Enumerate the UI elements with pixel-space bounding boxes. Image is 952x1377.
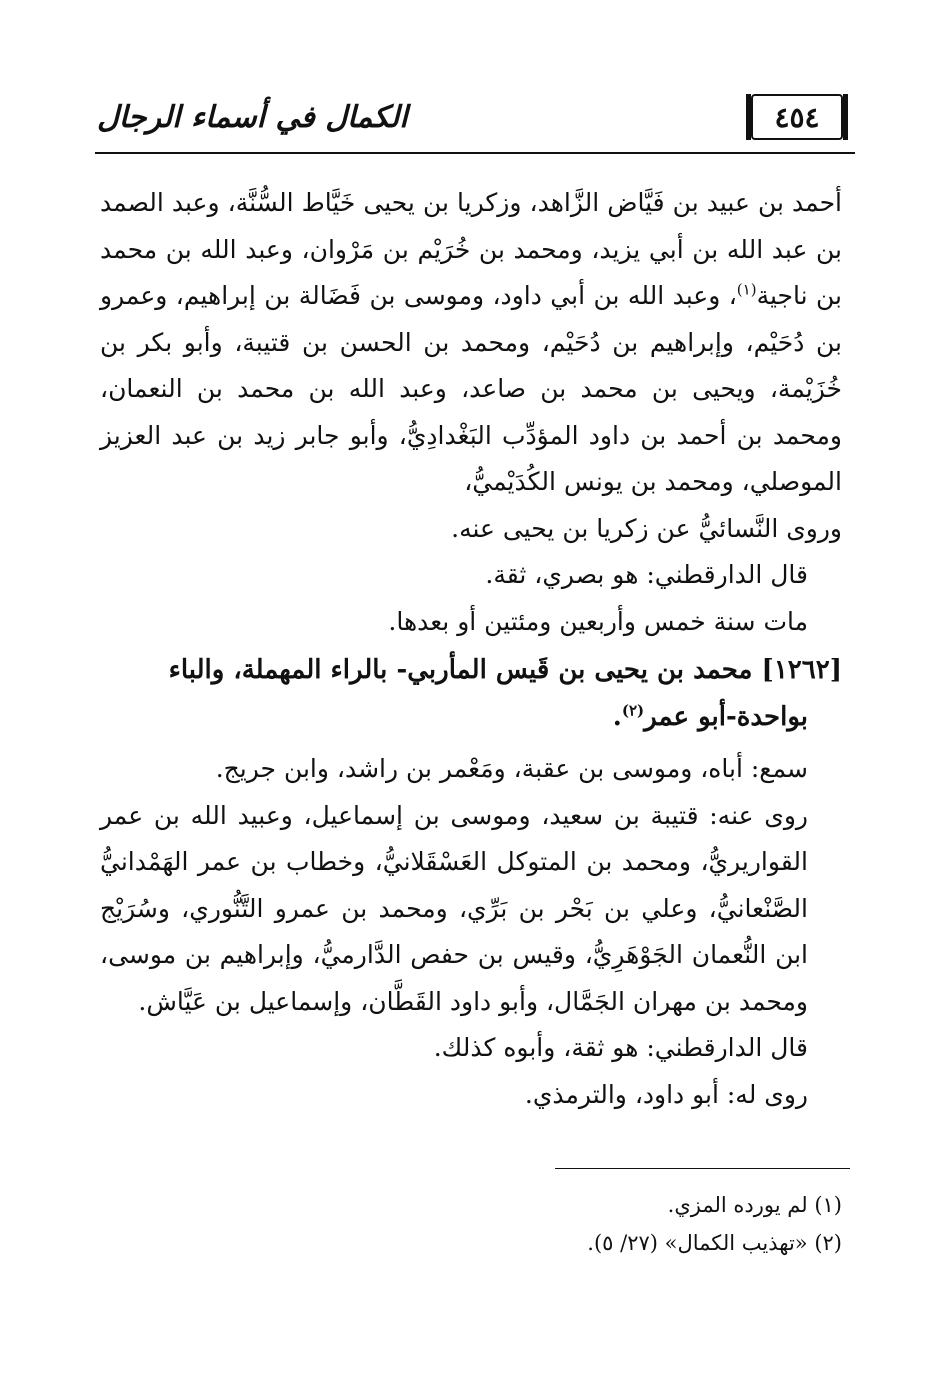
footnote: (١) لم يورده المزي. xyxy=(667,1193,842,1217)
footnote-ref: (٢) xyxy=(621,700,645,719)
entry-heading-end: . xyxy=(612,701,622,732)
paragraph: قال الدارقطني: هو بصري، ثقة. xyxy=(485,560,808,589)
entry-heading-text: بواحدة-أبو عمر xyxy=(644,701,808,732)
entry-heading-line xyxy=(100,694,842,741)
page-number: ٤٥٤ xyxy=(751,94,843,140)
footnote-rule xyxy=(555,1168,850,1169)
main-text xyxy=(100,180,842,1118)
paragraph: روى له: أبو داود، والترمذي. xyxy=(524,1079,808,1109)
paragraph: روى عنه: قتيبة بن سعيد، وموسى بن إسماعيل، وعبيد الله بن عمر القواريريُّ، ومحمد بن المتوكل العَسْقَلانيُّ، وخطاب بن عمر الهَمْدانيُّ الصَّنْعانيُّ، وعلي بن بَحْر بن بَرِّي، ومحمد بن عمرو التَّنُّوري، وسُرَيْج ابن النُّعمان الجَوْهَرِيُّ، وقيس بن حفص الدَّارميُّ، وإبراهيم بن موسى، ومحمد بن مهران الجَمَّال، وأبو داود القَطَّان، وإسماعيل بن عَيَّاش. xyxy=(100,800,808,1016)
header-rule xyxy=(95,152,855,154)
footnote-ref: (١) xyxy=(736,280,757,299)
paragraph xyxy=(100,180,842,506)
paragraph: قال الدارقطني: هو ثقة، وأبوه كذلك. xyxy=(433,1033,808,1062)
paragraph: وروى النَّسائيُّ عن زكريا بن يحيى عنه. xyxy=(451,513,842,543)
paragraph: مات سنة خمس وأربعين ومئتين أو بعدها. xyxy=(388,606,808,636)
entry-heading xyxy=(100,647,842,740)
entry-heading-line: [١٢٦٢] محمد بن يحيى بن قَيس المأربي- بالراء المهملة، والباء xyxy=(168,655,842,685)
page-header xyxy=(95,88,855,154)
paragraph-text: أحمد بن عبيد بن فَيَّاض الزَّاهد، وزكريا بن يحيى خَيَّاط السُّنَّة، وعبد الصمد بن عبد الله بن أبي يزيد، ومحمد بن خُرَيْم بن مَرْوان، وعبد الله بن محمد بن ناجية xyxy=(100,188,842,310)
paragraph: سمع: أباه، وموسى بن عقبة، ومَعْمر بن راشد، وابن جريج. xyxy=(215,754,808,783)
footnotes xyxy=(100,1186,842,1262)
paragraph-text: ، وعبد الله بن أبي داود، وموسى بن فَضَالة بن إبراهيم، وعمرو بن دُحَيْم، وإبراهيم بن دُحَيْم، ومحمد بن الحسن بن قتيبة، وأبو بكر بن خُزَيْمة، ويحيى بن محمد بن صاعد، وعبد الله بن محمد بن النعمان، ومحمد بن أحمد بن داود المؤدِّب البَغْدادِيُّ، وأبو جابر زيد بن عبد العزيز الموصلي، ومحمد بن يونس الكُدَيْميُّ، xyxy=(100,281,842,496)
running-title: الكمال في أسماء الرجال xyxy=(97,100,408,135)
footnote: (٢) «تهذيب الكمال» (٢٧/ ٥). xyxy=(587,1231,842,1255)
